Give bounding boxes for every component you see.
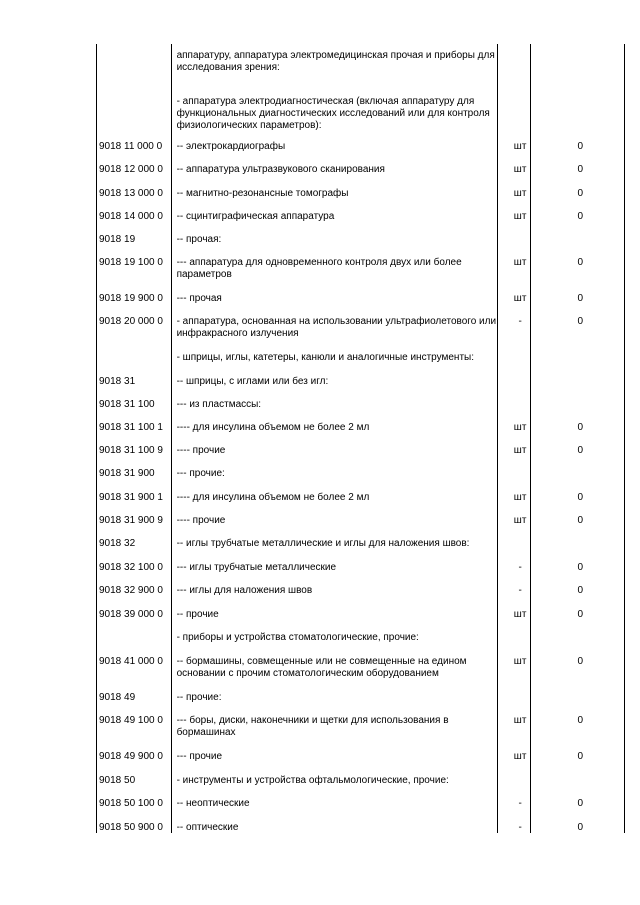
row-unit: шт <box>513 422 527 433</box>
row-unit: шт <box>513 715 527 726</box>
row-code: 9018 13 000 0 <box>99 188 163 199</box>
row-description: -- электрокардиографы <box>176 141 286 152</box>
row-unit: - <box>518 562 522 573</box>
row-unit: шт <box>513 257 527 268</box>
table-row <box>96 309 624 345</box>
row-code: 9018 50 100 0 <box>99 798 163 809</box>
table-row <box>96 791 624 815</box>
row-rate: 0 <box>577 492 584 503</box>
row-code: 9018 20 000 0 <box>99 316 163 327</box>
row-code: 9018 32 <box>99 538 136 549</box>
table-row <box>96 415 624 438</box>
row-code: 9018 31 900 1 <box>99 492 163 503</box>
row-unit: шт <box>513 188 527 199</box>
row-description: -- сцинтиграфическая аппаратура <box>176 211 335 222</box>
row-unit: - <box>518 316 522 327</box>
row-description: - приборы и устройства стоматологические, прочие: <box>176 632 419 643</box>
row-code: 9018 11 000 0 <box>99 141 163 152</box>
row-rate: 0 <box>577 164 584 175</box>
row-code: 9018 19 100 0 <box>99 257 163 268</box>
row-description: - шприцы, иглы, катетеры, канюли и аналогичные инструменты: <box>176 352 475 363</box>
row-unit: шт <box>513 656 527 667</box>
table-row <box>96 461 624 485</box>
row-description: ---- прочие <box>176 515 226 526</box>
row-code: 9018 49 100 0 <box>99 715 163 726</box>
table-row <box>96 578 624 602</box>
row-description: - инструменты и устройства офтальмологические, прочие: <box>176 775 449 786</box>
row-code: 9018 32 900 0 <box>99 585 163 596</box>
row-code: 9018 19 900 0 <box>99 293 163 304</box>
row-description: --- боры, диски, наконечники и щетки для использования в бормашинах <box>176 715 449 738</box>
row-description: ---- прочие <box>176 445 226 456</box>
row-code: 9018 50 <box>99 775 136 786</box>
row-description: - аппаратура электродиагностическая (включая аппаратуру для функциональных диагностических исследований или для контроля физиологических параметров): <box>176 96 490 131</box>
row-code: 9018 49 <box>99 692 136 703</box>
row-rate: 0 <box>577 188 584 199</box>
row-description: -- аппаратура ультразвукового сканирования <box>176 164 385 175</box>
column-divider <box>624 44 625 833</box>
row-rate: 0 <box>577 798 584 809</box>
row-rate: 0 <box>577 715 584 726</box>
row-unit: шт <box>513 492 527 503</box>
row-description: -- оптические <box>176 822 239 833</box>
row-rate: 0 <box>577 293 584 304</box>
table-row <box>96 157 624 181</box>
table-row <box>96 227 624 250</box>
row-unit: - <box>518 798 522 809</box>
row-rate: 0 <box>577 656 584 667</box>
row-rate: 0 <box>577 585 584 596</box>
table-row <box>96 602 624 625</box>
row-description: -- иглы трубчатые металлические и иглы для наложения швов: <box>176 538 470 549</box>
row-unit: шт <box>513 141 527 152</box>
row-rate: 0 <box>577 445 584 456</box>
table-row <box>96 815 624 838</box>
row-rate: 0 <box>577 211 584 222</box>
table-row <box>96 134 624 157</box>
table-row <box>96 625 624 649</box>
table-row <box>96 181 624 204</box>
row-rate: 0 <box>577 751 584 762</box>
table-row <box>96 744 624 768</box>
row-rate: 0 <box>577 422 584 433</box>
row-code: 9018 31 900 <box>99 468 155 479</box>
row-description: ---- для инсулина объемом не более 2 мл <box>176 492 370 503</box>
row-rate: 0 <box>577 562 584 573</box>
table-row <box>96 485 624 508</box>
row-description: --- прочая <box>176 293 222 304</box>
row-description: -- прочая: <box>176 234 222 245</box>
table-row <box>96 438 624 461</box>
table-row <box>96 90 624 134</box>
row-code: 9018 31 100 <box>99 399 155 410</box>
row-unit: шт <box>513 164 527 175</box>
table-row <box>96 345 624 369</box>
row-rate: 0 <box>577 609 584 620</box>
row-description: ---- для инсулина объемом не более 2 мл <box>176 422 370 433</box>
row-unit: шт <box>513 515 527 526</box>
row-unit: - <box>518 822 522 833</box>
row-description: --- иглы трубчатые металлические <box>176 562 337 573</box>
row-description: -- бормашины, совмещенные или не совмещенные на едином основании с прочим стоматологическим оборудованием <box>176 656 467 679</box>
row-description: -- магнитно-резонансные томографы <box>176 188 349 199</box>
row-unit: - <box>518 585 522 596</box>
table-row <box>96 708 624 744</box>
row-code: 9018 14 000 0 <box>99 211 163 222</box>
table-row <box>96 531 624 555</box>
table-row <box>96 286 624 309</box>
row-code: 9018 31 100 1 <box>99 422 163 433</box>
table-row <box>96 369 624 392</box>
tariff-table <box>96 44 624 838</box>
row-code: 9018 41 000 0 <box>99 656 163 667</box>
row-rate: 0 <box>577 141 584 152</box>
row-unit: шт <box>513 211 527 222</box>
table-row <box>96 204 624 227</box>
row-code: 9018 31 <box>99 376 136 387</box>
table-row <box>96 508 624 531</box>
row-rate: 0 <box>577 515 584 526</box>
row-rate: 0 <box>577 822 584 833</box>
table-row <box>96 392 624 415</box>
row-description: --- иглы для наложения швов <box>176 585 313 596</box>
row-code: 9018 31 100 9 <box>99 445 163 456</box>
row-unit: шт <box>513 751 527 762</box>
row-description: -- прочие <box>176 609 219 620</box>
row-description: --- прочие: <box>176 468 225 479</box>
row-rate: 0 <box>577 316 584 327</box>
row-rate: 0 <box>577 257 584 268</box>
table-row <box>96 250 624 286</box>
row-description: --- из пластмассы: <box>176 399 262 410</box>
row-description: --- прочие <box>176 751 223 762</box>
table-row <box>96 685 624 708</box>
table-row <box>96 768 624 791</box>
row-description: -- неоптические <box>176 798 250 809</box>
row-description: --- аппаратура для одновременного контроля двух или более параметров <box>176 257 462 280</box>
row-code: 9018 12 000 0 <box>99 164 163 175</box>
row-code: 9018 49 900 0 <box>99 751 163 762</box>
row-unit: шт <box>513 293 527 304</box>
row-description: -- шприцы, с иглами или без игл: <box>176 376 329 387</box>
row-unit: шт <box>513 609 527 620</box>
table-row <box>96 555 624 578</box>
row-code: 9018 19 <box>99 234 136 245</box>
row-code: 9018 31 900 9 <box>99 515 163 526</box>
row-description: -- прочие: <box>176 692 222 703</box>
row-code: 9018 50 900 0 <box>99 822 163 833</box>
row-unit: шт <box>513 445 527 456</box>
row-description: - аппаратура, основанная на использовании ультрафиолетового или инфракрасного излучения <box>176 316 497 339</box>
row-code: 9018 39 000 0 <box>99 609 163 620</box>
row-code: 9018 32 100 0 <box>99 562 163 573</box>
row-description: аппаратуру, аппаратура электромедицинская прочая и приборы для исследования зрения: <box>176 50 495 73</box>
table-row <box>96 44 624 90</box>
table-row <box>96 649 624 685</box>
